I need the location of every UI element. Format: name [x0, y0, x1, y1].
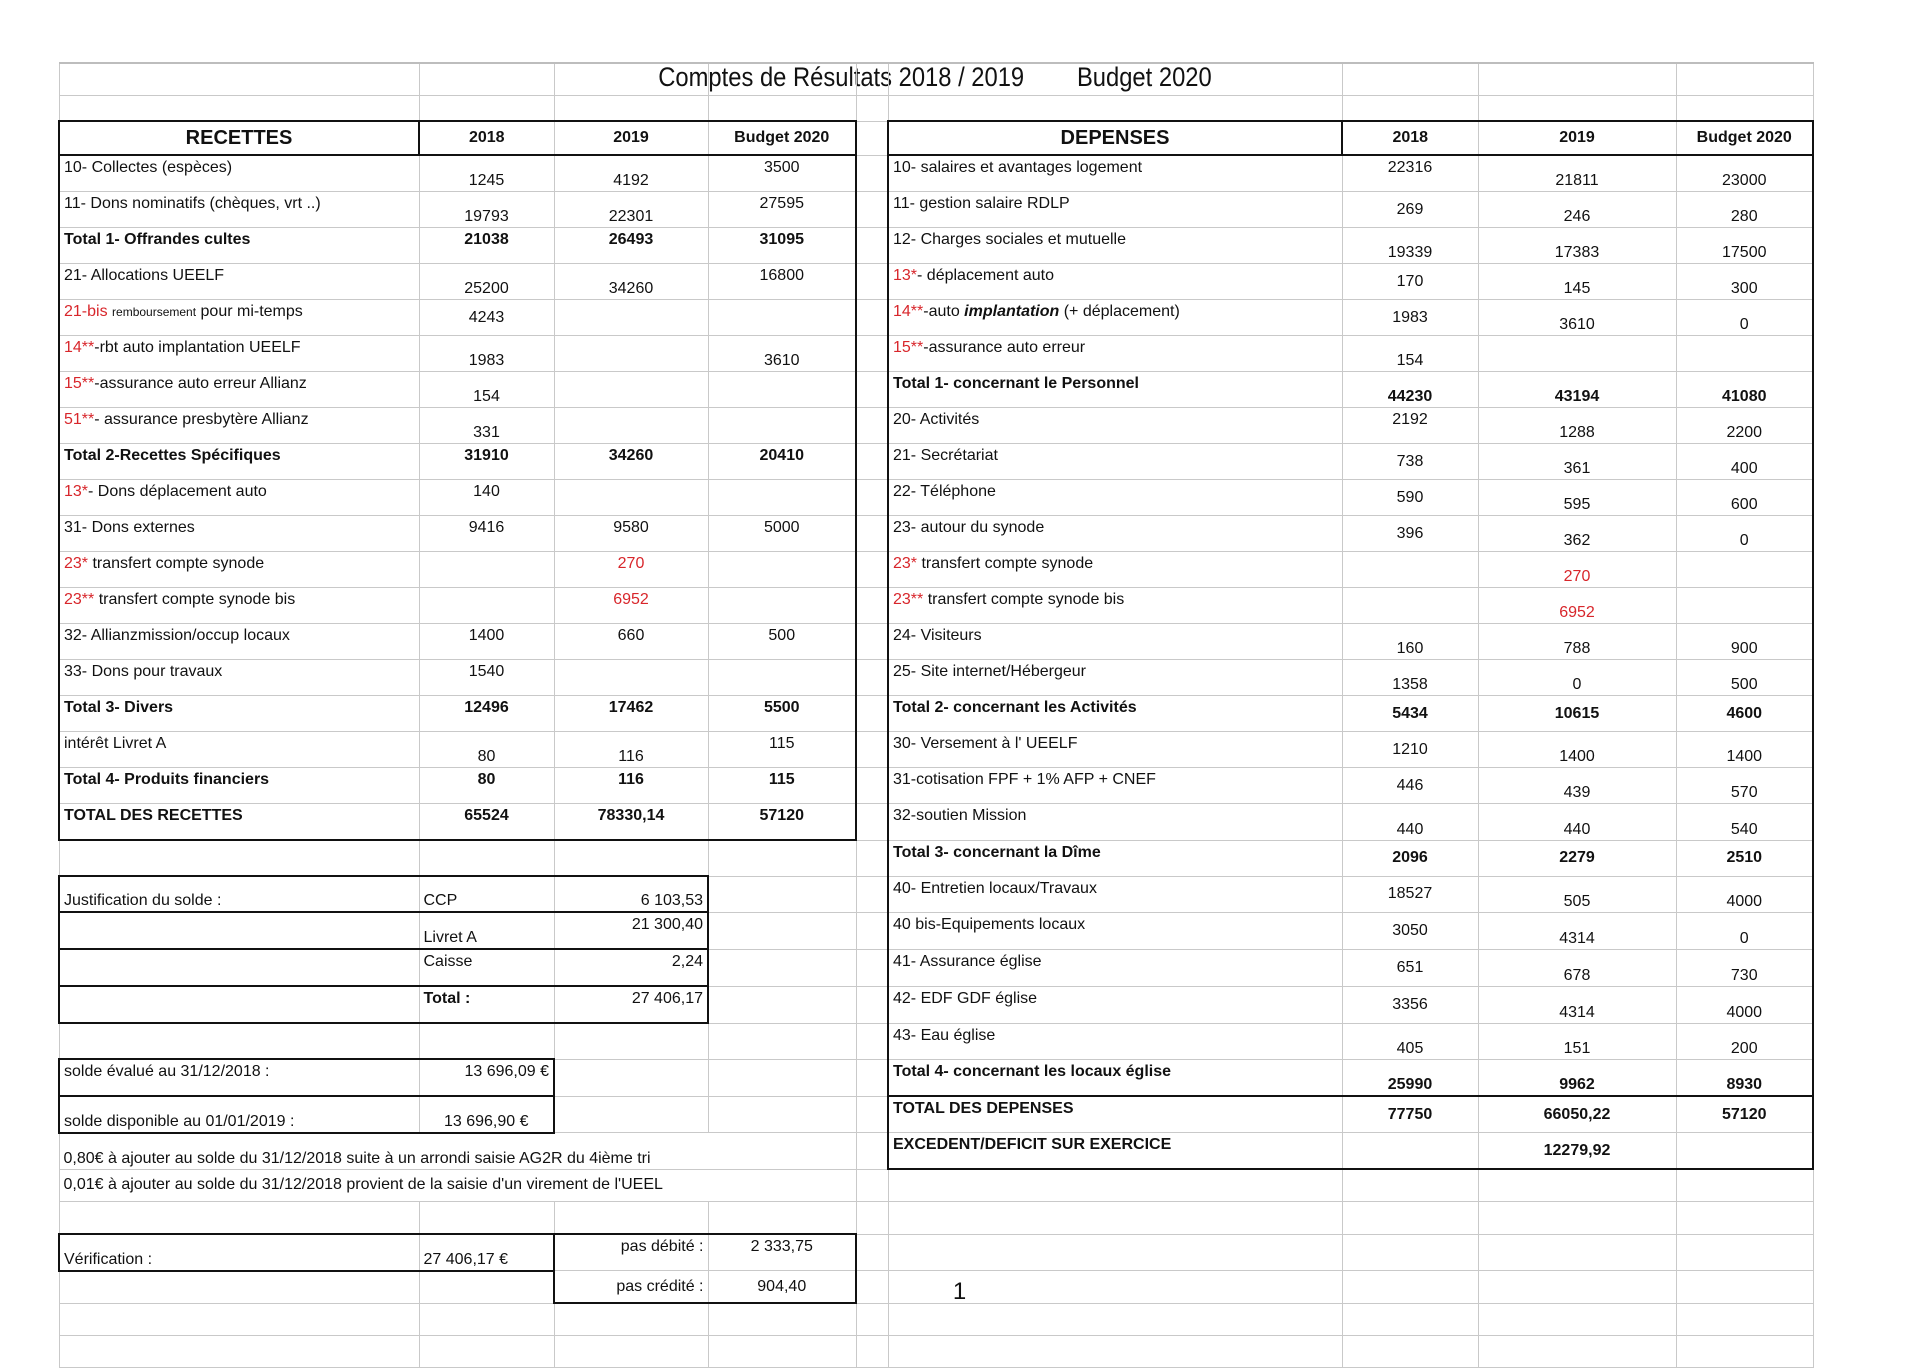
depenses-2019: 1400: [1478, 732, 1676, 768]
recettes-label: intérêt Livret A: [59, 732, 419, 768]
depenses-budget: 4600: [1676, 696, 1813, 732]
table-row: [59, 1234, 1813, 1271]
recettes-2019: [554, 336, 708, 372]
depenses-budget: 4000: [1676, 876, 1813, 912]
recettes-2018: 140: [419, 480, 554, 516]
label-text: transfert compte synode: [88, 555, 265, 572]
ref-mark: 13*: [893, 267, 918, 284]
depenses-budget: 4000: [1676, 986, 1813, 1023]
recettes-label: [59, 588, 419, 624]
recettes-2019: 17462: [554, 696, 708, 732]
recettes-budget: [708, 588, 856, 624]
recettes-2018: 9416: [419, 516, 554, 552]
recettes-2019: 116: [554, 732, 708, 768]
table-row: [59, 228, 1813, 264]
table-row: [59, 696, 1813, 732]
table-row: [59, 444, 1813, 480]
depenses-label: 41- Assurance église: [888, 949, 1342, 986]
note-line: 0,80€ à ajouter au solde du 31/12/2018 suite à un arrondi saisie AG2R du 4ième tri: [59, 1133, 856, 1170]
label-emphasis: implantation: [964, 303, 1060, 320]
depenses-2019: 151: [1478, 1023, 1676, 1059]
depenses-budget: 280: [1676, 192, 1813, 228]
depenses-budget: 730: [1676, 949, 1813, 986]
recettes-2018: 1245: [419, 155, 554, 192]
depenses-2018: [1342, 552, 1478, 588]
ref-mark: 23**: [893, 591, 924, 608]
depenses-2018: 5434: [1342, 696, 1478, 732]
depenses-2018: 2096: [1342, 840, 1478, 876]
table-row: [59, 768, 1813, 804]
table-row: [59, 516, 1813, 552]
depenses-label: EXCEDENT/DEFICIT SUR EXERCICE: [888, 1133, 1342, 1170]
depenses-2018: 18527: [1342, 876, 1478, 912]
recettes-budget: 5500: [708, 696, 856, 732]
recettes-label: 31- Dons externes: [59, 516, 419, 552]
depenses-header-budget: Budget 2020: [1676, 121, 1813, 155]
recettes-2019: 6952: [554, 588, 708, 624]
depenses-label: 11- gestion salaire RDLP: [888, 192, 1342, 228]
recettes-budget: 57120: [708, 804, 856, 841]
title-row: [59, 63, 1813, 96]
depenses-budget: [1676, 336, 1813, 372]
table-row: [59, 480, 1813, 516]
recettes-label: [59, 552, 419, 588]
depenses-budget: 300: [1676, 264, 1813, 300]
depenses-2018: 590: [1342, 480, 1478, 516]
depenses-2019: 6952: [1478, 588, 1676, 624]
table-row: [59, 155, 1813, 192]
depenses-budget: 2200: [1676, 408, 1813, 444]
ref-mark: 23*: [64, 555, 89, 572]
ref-mark: 13*: [64, 483, 89, 500]
depenses-2019: 9962: [1478, 1059, 1676, 1096]
depenses-2019: 0: [1478, 660, 1676, 696]
depenses-2018: 160: [1342, 624, 1478, 660]
depenses-label: 31-cotisation FPF + 1% AFP + CNEF: [888, 768, 1342, 804]
depenses-label: 30- Versement à l' UEELF: [888, 732, 1342, 768]
label-text: transfert compte synode bis: [94, 591, 296, 608]
recettes-label: Total 1- Offrandes cultes: [59, 228, 419, 264]
solde-dispo-value: 13 696,90 €: [419, 1096, 554, 1133]
recettes-budget: 3610: [708, 336, 856, 372]
recettes-label: [59, 336, 419, 372]
label-text: - déplacement auto: [917, 267, 1055, 284]
table-row: [59, 372, 1813, 408]
depenses-2018: 269: [1342, 192, 1478, 228]
table-row: [59, 264, 1813, 300]
depenses-budget: 0: [1676, 912, 1813, 949]
recettes-label: TOTAL DES RECETTES: [59, 804, 419, 841]
justification-value: 6 103,53: [554, 876, 708, 912]
depenses-2018: 440: [1342, 804, 1478, 841]
recettes-budget: [708, 408, 856, 444]
depenses-budget: [1676, 552, 1813, 588]
recettes-label: 10- Collectes (espèces): [59, 155, 419, 192]
recettes-2019: 78330,14: [554, 804, 708, 841]
verification-label: Vérification :: [59, 1234, 419, 1271]
depenses-budget: 23000: [1676, 155, 1813, 192]
depenses-label: [888, 336, 1342, 372]
depenses-header-2019: 2019: [1478, 121, 1676, 155]
label-text: pour mi-temps: [200, 303, 303, 320]
depenses-2018: 2192: [1342, 408, 1478, 444]
recettes-budget: 31095: [708, 228, 856, 264]
recettes-budget: 16800: [708, 264, 856, 300]
depenses-2019: 3610: [1478, 300, 1676, 336]
depenses-header-2018: 2018: [1342, 121, 1478, 155]
depenses-budget: 1400: [1676, 732, 1813, 768]
recettes-label: Total 2-Recettes Spécifiques: [59, 444, 419, 480]
recettes-budget: [708, 480, 856, 516]
depenses-2018: 3356: [1342, 986, 1478, 1023]
depenses-2018: [1342, 1133, 1478, 1170]
depenses-label: 10- salaires et avantages logement: [888, 155, 1342, 192]
label-text: - Dons déplacement auto: [88, 483, 267, 500]
depenses-budget: [1676, 1133, 1813, 1170]
table-row: [59, 804, 1813, 841]
pas-credite-label: pas crédité :: [554, 1271, 708, 1304]
depenses-budget: 17500: [1676, 228, 1813, 264]
recettes-label: 33- Dons pour travaux: [59, 660, 419, 696]
label-tail: (+ déplacement): [1059, 303, 1180, 320]
recettes-header-2018: 2018: [419, 121, 554, 155]
recettes-2019: [554, 408, 708, 444]
depenses-2018: 25990: [1342, 1059, 1478, 1096]
depenses-2019: 678: [1478, 949, 1676, 986]
pas-credite-value: 904,40: [708, 1271, 856, 1304]
pas-debite-value: 2 333,75: [708, 1234, 856, 1271]
depenses-2019: 145: [1478, 264, 1676, 300]
depenses-2019: 4314: [1478, 986, 1676, 1023]
depenses-label: [888, 588, 1342, 624]
justification-value: 21 300,40: [554, 912, 708, 949]
ref-mark: 23**: [64, 591, 95, 608]
recettes-label: 32- Allianzmission/occup locaux: [59, 624, 419, 660]
justification-item: Livret A: [419, 912, 554, 949]
depenses-2018: 446: [1342, 768, 1478, 804]
table-row: [59, 1336, 1813, 1368]
depenses-2019: 439: [1478, 768, 1676, 804]
depenses-budget: 540: [1676, 804, 1813, 841]
depenses-2018: 19339: [1342, 228, 1478, 264]
ref-mark: 15**: [893, 339, 924, 356]
recettes-2018: [419, 588, 554, 624]
depenses-2018: 1358: [1342, 660, 1478, 696]
depenses-budget: 8930: [1676, 1059, 1813, 1096]
depenses-2019: 43194: [1478, 372, 1676, 408]
label-text: -rbt auto implantation UEELF: [94, 339, 301, 356]
recettes-2019: 9580: [554, 516, 708, 552]
justification-item: Caisse: [419, 949, 554, 986]
table-row: [59, 588, 1813, 624]
recettes-label: Total 4- Produits financiers: [59, 768, 419, 804]
table-row: [59, 192, 1813, 228]
depenses-label: [888, 552, 1342, 588]
recettes-2019: 270: [554, 552, 708, 588]
depenses-budget: 570: [1676, 768, 1813, 804]
recettes-budget: 3500: [708, 155, 856, 192]
recettes-2018: 31910: [419, 444, 554, 480]
depenses-label: Total 3- concernant la Dîme: [888, 840, 1342, 876]
ref-mark: 14**: [64, 339, 95, 356]
table-row: [59, 912, 1813, 949]
recettes-budget: [708, 300, 856, 336]
depenses-label: 23- autour du synode: [888, 516, 1342, 552]
recettes-2018: 1540: [419, 660, 554, 696]
depenses-2018: 154: [1342, 336, 1478, 372]
table-row: [59, 949, 1813, 986]
recettes-label: [59, 300, 419, 336]
depenses-2019: 440: [1478, 804, 1676, 841]
depenses-label: 21- Secrétariat: [888, 444, 1342, 480]
recettes-header-2019: 2019: [554, 121, 708, 155]
recettes-2018: 21038: [419, 228, 554, 264]
recettes-budget: [708, 552, 856, 588]
table-row: [59, 1202, 1813, 1235]
table-row: [59, 732, 1813, 768]
recettes-label: [59, 408, 419, 444]
depenses-2018: [1342, 588, 1478, 624]
depenses-label: Total 2- concernant les Activités: [888, 696, 1342, 732]
recettes-2018: 65524: [419, 804, 554, 841]
table-row: [59, 300, 1813, 336]
recettes-2018: 1400: [419, 624, 554, 660]
depenses-2019: 505: [1478, 876, 1676, 912]
depenses-2018: 77750: [1342, 1096, 1478, 1133]
recettes-2019: 34260: [554, 264, 708, 300]
depenses-2019: 361: [1478, 444, 1676, 480]
depenses-budget: [1676, 588, 1813, 624]
recettes-2018: 19793: [419, 192, 554, 228]
depenses-label: Total 4- concernant les locaux église: [888, 1059, 1342, 1096]
recettes-2018: [419, 552, 554, 588]
pas-debite-label: pas débité :: [554, 1234, 708, 1271]
recettes-2018: 80: [419, 768, 554, 804]
recettes-2019: 4192: [554, 155, 708, 192]
recettes-2019: 22301: [554, 192, 708, 228]
justification-value: 2,24: [554, 949, 708, 986]
depenses-label: 12- Charges sociales et mutuelle: [888, 228, 1342, 264]
depenses-2018: 1983: [1342, 300, 1478, 336]
depenses-header: DEPENSES: [888, 121, 1342, 155]
recettes-2019: 26493: [554, 228, 708, 264]
table-row: [59, 552, 1813, 588]
recettes-2018: 331: [419, 408, 554, 444]
depenses-2019: 270: [1478, 552, 1676, 588]
recettes-budget: 27595: [708, 192, 856, 228]
recettes-label: [59, 480, 419, 516]
note-line: 0,01€ à ajouter au solde du 31/12/2018 provient de la saisie d'un virement de l'UEEL: [59, 1169, 856, 1202]
table-row: [59, 840, 1813, 876]
recettes-label: 11- Dons nominatifs (chèques, vrt ..): [59, 192, 419, 228]
depenses-2018: 22316: [1342, 155, 1478, 192]
recettes-label: [59, 372, 419, 408]
recettes-2018: 4243: [419, 300, 554, 336]
depenses-budget: 600: [1676, 480, 1813, 516]
recettes-header: RECETTES: [59, 121, 419, 155]
table-row: [59, 336, 1813, 372]
depenses-2019: 12279,92: [1478, 1133, 1676, 1170]
blank-row: [59, 96, 1813, 122]
justification-item: CCP: [419, 876, 554, 912]
depenses-2018: 44230: [1342, 372, 1478, 408]
recettes-2019: 116: [554, 768, 708, 804]
ref-mark: 21-bis: [64, 303, 108, 320]
depenses-label: 20- Activités: [888, 408, 1342, 444]
label-text: transfert compte synode bis: [923, 591, 1125, 608]
depenses-label: TOTAL DES DEPENSES: [888, 1096, 1342, 1133]
solde-dispo-label: solde disponible au 01/01/2019 :: [59, 1096, 419, 1133]
depenses-label: [888, 300, 1342, 336]
recettes-budget: [708, 660, 856, 696]
recettes-2019: [554, 480, 708, 516]
recettes-2019: [554, 300, 708, 336]
depenses-2019: [1478, 336, 1676, 372]
depenses-2018: 738: [1342, 444, 1478, 480]
depenses-2019: 17383: [1478, 228, 1676, 264]
recettes-2018: 154: [419, 372, 554, 408]
label-text: -assurance auto erreur: [923, 339, 1086, 356]
depenses-budget: 900: [1676, 624, 1813, 660]
solde-evalue-label: solde évalué au 31/12/2018 :: [59, 1059, 419, 1096]
recettes-2019: [554, 372, 708, 408]
table-row: [59, 1133, 1813, 1170]
table-row: [59, 986, 1813, 1023]
recettes-2019: [554, 660, 708, 696]
depenses-budget: 0: [1676, 516, 1813, 552]
label-text: -assurance auto erreur Allianz: [94, 375, 307, 392]
depenses-budget: 57120: [1676, 1096, 1813, 1133]
recettes-2018: 80: [419, 732, 554, 768]
depenses-label: Total 1- concernant le Personnel: [888, 372, 1342, 408]
depenses-2018: 3050: [1342, 912, 1478, 949]
label-text: - assurance presbytère Allianz: [94, 411, 309, 428]
depenses-budget: 200: [1676, 1023, 1813, 1059]
depenses-2019: 595: [1478, 480, 1676, 516]
table-row: [59, 660, 1813, 696]
table-row: [59, 408, 1813, 444]
depenses-label: 40- Entretien locaux/Travaux: [888, 876, 1342, 912]
depenses-2018: 396: [1342, 516, 1478, 552]
header-row: [59, 121, 1813, 155]
recettes-2019: 660: [554, 624, 708, 660]
depenses-budget: 400: [1676, 444, 1813, 480]
depenses-2019: 1288: [1478, 408, 1676, 444]
recettes-label: Total 3- Divers: [59, 696, 419, 732]
solde-evalue-value: 13 696,09 €: [419, 1059, 554, 1096]
depenses-budget: 41080: [1676, 372, 1813, 408]
ref-mark: 15**: [64, 375, 95, 392]
recettes-2019: 34260: [554, 444, 708, 480]
document-title: Comptes de Résultats 2018 / 2019 Budget 2020: [658, 62, 1212, 92]
table-row: [59, 1169, 1813, 1202]
recettes-budget: 115: [708, 732, 856, 768]
depenses-label: 24- Visiteurs: [888, 624, 1342, 660]
depenses-2019: 788: [1478, 624, 1676, 660]
depenses-2019: 2279: [1478, 840, 1676, 876]
ref-mark: 14**: [893, 303, 924, 320]
depenses-2019: 21811: [1478, 155, 1676, 192]
recettes-budget: 5000: [708, 516, 856, 552]
recettes-2018: 25200: [419, 264, 554, 300]
depenses-label: 25- Site internet/Hébergeur: [888, 660, 1342, 696]
table-row: [59, 1096, 1813, 1133]
depenses-label: 22- Téléphone: [888, 480, 1342, 516]
label-text: -auto: [923, 303, 965, 320]
depenses-budget: 2510: [1676, 840, 1813, 876]
recettes-2018: 12496: [419, 696, 554, 732]
depenses-2018: 405: [1342, 1023, 1478, 1059]
justification-value: 27 406,17: [554, 986, 708, 1023]
table-row: [59, 1303, 1813, 1336]
depenses-2019: 10615: [1478, 696, 1676, 732]
label-text: transfert compte synode: [917, 555, 1094, 572]
recettes-header-budget: Budget 2020: [708, 121, 856, 155]
justification-item: Total :: [419, 986, 554, 1023]
depenses-label: 32-soutien Mission: [888, 804, 1342, 841]
depenses-label: 43- Eau église: [888, 1023, 1342, 1059]
depenses-2018: 651: [1342, 949, 1478, 986]
depenses-label: 42- EDF GDF église: [888, 986, 1342, 1023]
table-row: [59, 876, 1813, 912]
accounts-table: [58, 62, 1814, 1368]
justification-label: Justification du solde :: [59, 876, 419, 912]
depenses-2019: 4314: [1478, 912, 1676, 949]
depenses-2018: 1210: [1342, 732, 1478, 768]
recettes-label: 21- Allocations UEELF: [59, 264, 419, 300]
depenses-2019: 362: [1478, 516, 1676, 552]
recettes-budget: 20410: [708, 444, 856, 480]
depenses-label: [888, 264, 1342, 300]
table-row: [59, 1023, 1813, 1059]
verification-value: 27 406,17 €: [419, 1234, 554, 1271]
table-row: [59, 1059, 1813, 1096]
depenses-2018: 170: [1342, 264, 1478, 300]
table-row: [59, 624, 1813, 660]
recettes-budget: [708, 372, 856, 408]
ref-mark: 23*: [893, 555, 918, 572]
depenses-2019: 66050,22: [1478, 1096, 1676, 1133]
depenses-label: 40 bis-Equipements locaux: [888, 912, 1342, 949]
depenses-budget: 500: [1676, 660, 1813, 696]
ref-mark: 51**: [64, 411, 95, 428]
page-number: 1: [952, 1278, 967, 1305]
recettes-2018: 1983: [419, 336, 554, 372]
depenses-budget: 0: [1676, 300, 1813, 336]
depenses-2019: 246: [1478, 192, 1676, 228]
recettes-budget: 115: [708, 768, 856, 804]
small-text: remboursement: [112, 305, 197, 319]
recettes-budget: 500: [708, 624, 856, 660]
